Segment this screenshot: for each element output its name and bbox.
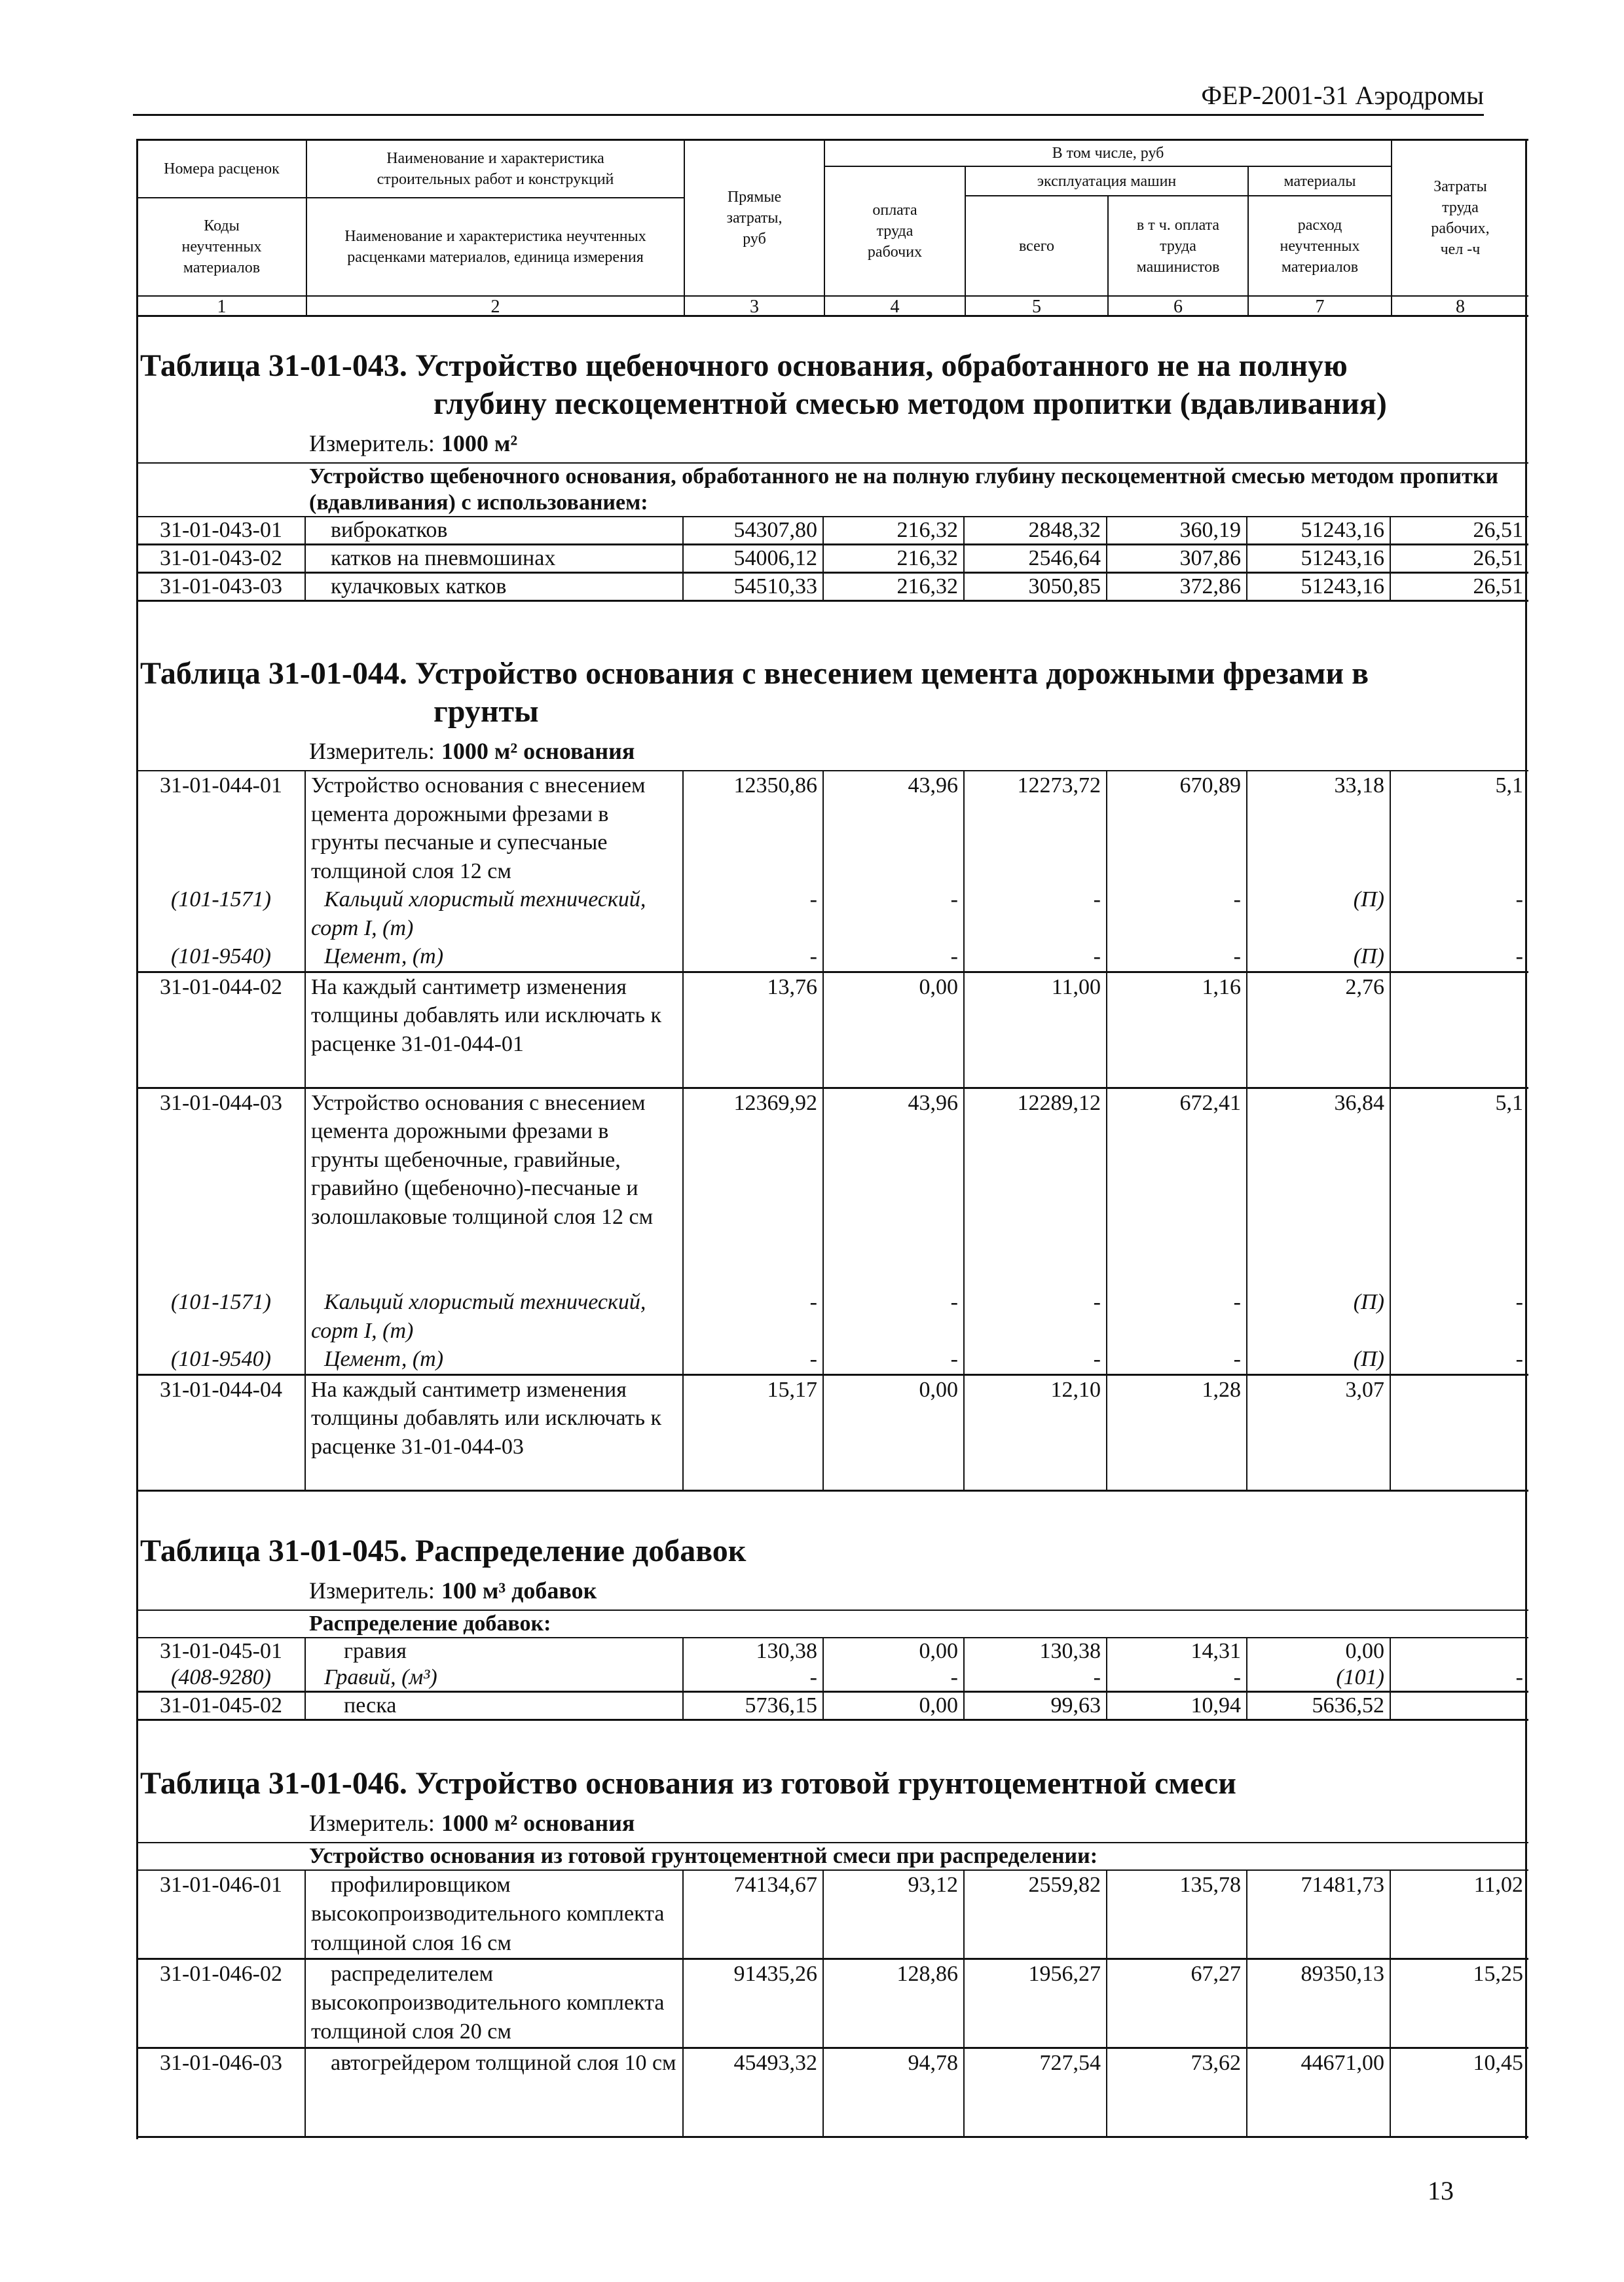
running-header: ФЕР-2001-31 Аэродромы — [1201, 81, 1484, 110]
rate-code: 31-01-043-01 — [138, 517, 306, 543]
value-col6: 10,94 — [1107, 1693, 1247, 1719]
value-col7: 2,76 — [1247, 973, 1391, 1087]
table-31-01-044 — [138, 655, 1528, 1492]
value-col6: 14,31 — [1107, 1638, 1247, 1665]
table-title — [138, 347, 1528, 423]
value-col6: 360,19 — [1107, 517, 1247, 543]
value-col4: 0,00 — [824, 1638, 965, 1665]
value-col4: - — [824, 1288, 965, 1345]
value-col4: - — [824, 1665, 965, 1691]
table-row — [138, 973, 1528, 1089]
value-col7: (101) — [1247, 1665, 1391, 1691]
value-col3: - — [684, 1345, 824, 1374]
header-col-number: 4 — [890, 296, 900, 317]
value-col7: 89350,13 — [1247, 1960, 1391, 2047]
material-name: Цемент, (т) — [306, 942, 684, 971]
value-col8: 10,45 — [1473, 2050, 1523, 2075]
material-name: Кальций хлористый технический, сорт I, (т) — [306, 885, 684, 942]
table-31-01-046 — [138, 1765, 1528, 2138]
table-31-01-045 — [138, 1532, 1528, 1721]
page-number: 13 — [1428, 2176, 1454, 2205]
table-header — [138, 139, 1528, 317]
value-col8: - — [1515, 944, 1523, 968]
measure-label: Измеритель: — [309, 1577, 435, 1604]
table-title-line: Таблица 31-01-045. Распределение добавок — [140, 1534, 747, 1568]
measure-value: 1000 м² — [441, 430, 518, 456]
value-col6: - — [1107, 885, 1247, 942]
value-col8: - — [1515, 1290, 1523, 1314]
value-col8: - — [1515, 1665, 1523, 1689]
rate-name: виброкатков — [306, 517, 684, 543]
value-col4: 94,78 — [824, 2049, 965, 2136]
header-col2-bottom: Наименование и характеристика неучтенных расценками материалов, единица измерения — [344, 228, 646, 266]
value-col7: (П) — [1247, 942, 1391, 971]
value-col6: 1,28 — [1107, 1376, 1247, 1490]
rate-code: 31-01-045-01 — [138, 1638, 306, 1665]
measure-value: 1000 м² основания — [441, 1810, 635, 1836]
value-col4: - — [824, 1345, 965, 1374]
value-col4: 128,86 — [824, 1960, 965, 2047]
value-col3: 91435,26 — [684, 1960, 824, 2047]
header-col-number: 7 — [1315, 296, 1325, 317]
table-title-line: Таблица 31-01-044. Устройство основания с внесением цемента дорожными фрезами в — [140, 656, 1369, 691]
rate-name: песка — [306, 1693, 684, 1719]
value-col6: 670,89 — [1107, 771, 1247, 885]
table-title-line: глубину пескоцементной смесью методом пропитки (вдавливания) — [434, 386, 1387, 421]
value-col7: 44671,00 — [1247, 2049, 1391, 2136]
value-col3: 74134,67 — [684, 1871, 824, 1958]
value-col5: - — [965, 1665, 1107, 1691]
rate-name: Устройство основания с внесением цемента дорожными фрезами в грунты песчаные и супесчаные толщиной слоя 12 см — [306, 771, 684, 885]
value-col4: 43,96 — [824, 1089, 965, 1289]
table-row — [138, 771, 1528, 885]
header-col-number: 5 — [1032, 296, 1041, 317]
value-col6: 1,16 — [1107, 973, 1247, 1087]
rate-code: 31-01-046-02 — [138, 1960, 306, 2047]
value-col5: 2848,32 — [965, 517, 1107, 543]
rate-name: гравия — [306, 1638, 684, 1665]
header-rule — [133, 114, 1484, 116]
table-row — [138, 574, 1528, 602]
value-col3: 45493,32 — [684, 2049, 824, 2136]
rate-name: На каждый сантиметр изменения толщины добавлять или исключать к расценке 31-01-044-01 — [306, 973, 684, 1087]
rate-code: 31-01-043-02 — [138, 545, 306, 572]
value-col3: 54510,33 — [684, 574, 824, 600]
value-col3: 15,17 — [684, 1376, 824, 1490]
header-col-number: 1 — [217, 296, 227, 317]
value-col5: 727,54 — [965, 2049, 1107, 2136]
measure-label: Измеритель: — [309, 1810, 435, 1836]
value-col4: 216,32 — [824, 545, 965, 572]
measure-label: Измеритель: — [309, 430, 435, 456]
value-col5: 12273,72 — [965, 771, 1107, 885]
header-group-including: В том числе, руб — [1052, 145, 1164, 162]
material-row — [138, 1345, 1528, 1376]
value-col8: 26,51 — [1473, 574, 1523, 598]
value-col5: 2546,64 — [965, 545, 1107, 572]
value-col4: 93,12 — [824, 1871, 965, 1958]
measure-label: Измеритель: — [309, 738, 435, 764]
value-col7: 51243,16 — [1247, 517, 1391, 543]
rate-code: 31-01-044-01 — [138, 771, 306, 885]
value-col5: - — [965, 1345, 1107, 1374]
value-col7: 71481,73 — [1247, 1871, 1391, 1958]
value-col5: 99,63 — [965, 1693, 1107, 1719]
table-row — [138, 2049, 1528, 2138]
value-col5: 2559,82 — [965, 1871, 1107, 1958]
value-col6: 73,62 — [1107, 2049, 1247, 2136]
header-col4: оплата труда рабочих — [867, 202, 923, 261]
rate-code: 31-01-045-02 — [138, 1693, 306, 1719]
header-col-number: 8 — [1456, 296, 1465, 317]
table-subheading: Устройство основания из готовой грунтоцементной смеси при распределении: — [138, 1843, 1528, 1871]
material-name: Цемент, (т) — [306, 1345, 684, 1374]
value-col4: 0,00 — [824, 973, 965, 1087]
measure-unit — [138, 1570, 1528, 1611]
material-name: Кальций хлористый технический, сорт I, (т) — [306, 1288, 684, 1345]
value-col7: (П) — [1247, 885, 1391, 942]
rate-code: 31-01-044-04 — [138, 1376, 306, 1490]
value-col6: - — [1107, 1345, 1247, 1374]
rate-name: катков на пневмошинах — [306, 545, 684, 572]
header-col-number: 2 — [490, 296, 500, 317]
header-col1-bottom: Коды неучтенных материалов — [181, 217, 262, 276]
material-name: Гравий, (м³) — [306, 1665, 684, 1691]
value-col6: 135,78 — [1107, 1871, 1247, 1958]
value-col8: 5,1 — [1495, 1090, 1523, 1115]
value-col7: 33,18 — [1247, 771, 1391, 885]
material-code: (101-9540) — [138, 942, 306, 971]
table-subheading: Распределение добавок: — [138, 1611, 1528, 1638]
material-row — [138, 942, 1528, 973]
table-row — [138, 1638, 1528, 1665]
header-group-materials: материалы — [1283, 172, 1356, 190]
table-title — [138, 655, 1528, 731]
rate-code: 31-01-044-03 — [138, 1089, 306, 1289]
rate-name: На каждый сантиметр изменения толщины добавлять или исключать к расценке 31-01-044-03 — [306, 1376, 684, 1490]
header-col3: Прямые затраты, руб — [726, 189, 783, 248]
table-row — [138, 517, 1528, 545]
value-col4: - — [824, 942, 965, 971]
value-col4: 0,00 — [824, 1376, 965, 1490]
value-col5: 3050,85 — [965, 574, 1107, 600]
measure-value: 1000 м² основания — [441, 738, 635, 764]
material-row — [138, 1665, 1528, 1693]
value-col7: 51243,16 — [1247, 574, 1391, 600]
table-row — [138, 1871, 1528, 1960]
header-col-number: 3 — [750, 296, 759, 317]
rate-name: Устройство основания с внесением цемента дорожными фрезами в грунты щебеночные, гравийные, гравийно (щебеночно)-песчаные и золошлаковые толщиной слоя 12 см — [306, 1089, 684, 1289]
measure-unit — [138, 731, 1528, 771]
material-row — [138, 885, 1528, 942]
header-col7: расход неучтенных материалов — [1280, 216, 1360, 276]
value-col5: - — [965, 1288, 1107, 1345]
value-col5: 130,38 — [965, 1638, 1107, 1665]
value-col7: 0,00 — [1247, 1638, 1391, 1665]
value-col3: 12350,86 — [684, 771, 824, 885]
rate-code: 31-01-043-03 — [138, 574, 306, 600]
value-col6: 67,27 — [1107, 1960, 1247, 2047]
table-title — [138, 1765, 1528, 1803]
value-col8 — [1391, 1693, 1528, 1719]
value-col3: - — [684, 1288, 824, 1345]
value-col4: 216,32 — [824, 517, 965, 543]
table-row — [138, 545, 1528, 574]
table-title-line: грунты — [434, 694, 539, 729]
value-col3: - — [684, 885, 824, 942]
material-code: (101-1571) — [138, 1288, 306, 1345]
material-code: (101-9540) — [138, 1345, 306, 1374]
value-col4: - — [824, 885, 965, 942]
value-col8: 15,25 — [1473, 1961, 1523, 1986]
value-col8 — [1391, 973, 1528, 1087]
header-col-number: 6 — [1173, 296, 1183, 317]
value-col7: 36,84 — [1247, 1089, 1391, 1289]
value-col3: 12369,92 — [684, 1089, 824, 1289]
header-col2-top: Наименование и характеристика строительных работ и конструкций — [377, 150, 614, 188]
value-col7: 3,07 — [1247, 1376, 1391, 1490]
value-col3: - — [684, 1665, 824, 1691]
value-col3: - — [684, 942, 824, 971]
value-col6: - — [1107, 942, 1247, 971]
material-row — [138, 1288, 1528, 1345]
table-row — [138, 1960, 1528, 2049]
measure-value: 100 м³ добавок — [441, 1577, 597, 1604]
value-col5: 12,10 — [965, 1376, 1107, 1490]
value-col6: 307,86 — [1107, 545, 1247, 572]
value-col6: 672,41 — [1107, 1089, 1247, 1289]
value-col5: 12289,12 — [965, 1089, 1107, 1289]
value-col8: 5,1 — [1495, 773, 1523, 798]
table-title-line: Таблица 31-01-043. Устройство щебеночного основания, обработанного не на полную — [140, 348, 1348, 383]
rate-name: автогрейдером толщиной слоя 10 см — [306, 2049, 684, 2136]
value-col8: 26,51 — [1473, 546, 1523, 570]
header-col8: Затраты труда рабочих, чел -ч — [1431, 178, 1490, 258]
rate-name: кулачковых катков — [306, 574, 684, 600]
rate-code: 31-01-044-02 — [138, 973, 306, 1087]
table-row — [138, 1376, 1528, 1492]
header-col1-top: Номера расценок — [164, 160, 280, 177]
value-col3: 5736,15 — [684, 1693, 824, 1719]
value-col8 — [1391, 1638, 1528, 1665]
value-col5: - — [965, 885, 1107, 942]
measure-unit — [138, 1803, 1528, 1843]
value-col4: 216,32 — [824, 574, 965, 600]
value-col7: 51243,16 — [1247, 545, 1391, 572]
value-col8: 11,02 — [1473, 1873, 1523, 1897]
table-row — [138, 1089, 1528, 1289]
value-col3: 13,76 — [684, 973, 824, 1087]
table-subheading: Устройство щебеночного основания, обработанного не на полную глубину пескоцементной смесью методом пропитки (вдавливания) с использованием: — [138, 464, 1528, 517]
value-col3: 54307,80 — [684, 517, 824, 543]
table-title-line: Таблица 31-01-046. Устройство основания из готовой грунтоцементной смеси — [140, 1766, 1236, 1801]
value-col6: 372,86 — [1107, 574, 1247, 600]
material-code: (101-1571) — [138, 885, 306, 942]
table-row — [138, 1693, 1528, 1721]
value-col5: 11,00 — [965, 973, 1107, 1087]
value-col6: - — [1107, 1665, 1247, 1691]
rate-name: распределителем высокопроизводительного комплекта толщиной слоя 20 см — [306, 1960, 684, 2047]
value-col4: 0,00 — [824, 1693, 965, 1719]
value-col7: (П) — [1247, 1288, 1391, 1345]
value-col5: - — [965, 942, 1107, 971]
value-col3: 130,38 — [684, 1638, 824, 1665]
value-col8: - — [1515, 1347, 1523, 1371]
value-col8: 26,51 — [1473, 518, 1523, 542]
rate-code: 31-01-046-03 — [138, 2049, 306, 2136]
table-title — [138, 1532, 1528, 1570]
rate-code: 31-01-046-01 — [138, 1871, 306, 1958]
value-col4: 43,96 — [824, 771, 965, 885]
header-col5: всего — [1018, 237, 1055, 255]
header-group-machines: эксплуатация машин — [1037, 172, 1177, 190]
value-col5: 1956,27 — [965, 1960, 1107, 2047]
material-code: (408-9280) — [138, 1665, 306, 1691]
value-col7: (П) — [1247, 1345, 1391, 1374]
value-col3: 54006,12 — [684, 545, 824, 572]
value-col8 — [1391, 1376, 1528, 1490]
value-col8: - — [1515, 887, 1523, 911]
table-31-01-043 — [138, 347, 1528, 602]
header-col6: в т ч. оплата труда машинистов — [1136, 216, 1220, 276]
rate-name: профилировщиком высокопроизводительного комплекта толщиной слоя 16 см — [306, 1871, 684, 1958]
measure-unit — [138, 423, 1528, 464]
value-col6: - — [1107, 1288, 1247, 1345]
value-col7: 5636,52 — [1247, 1693, 1391, 1719]
